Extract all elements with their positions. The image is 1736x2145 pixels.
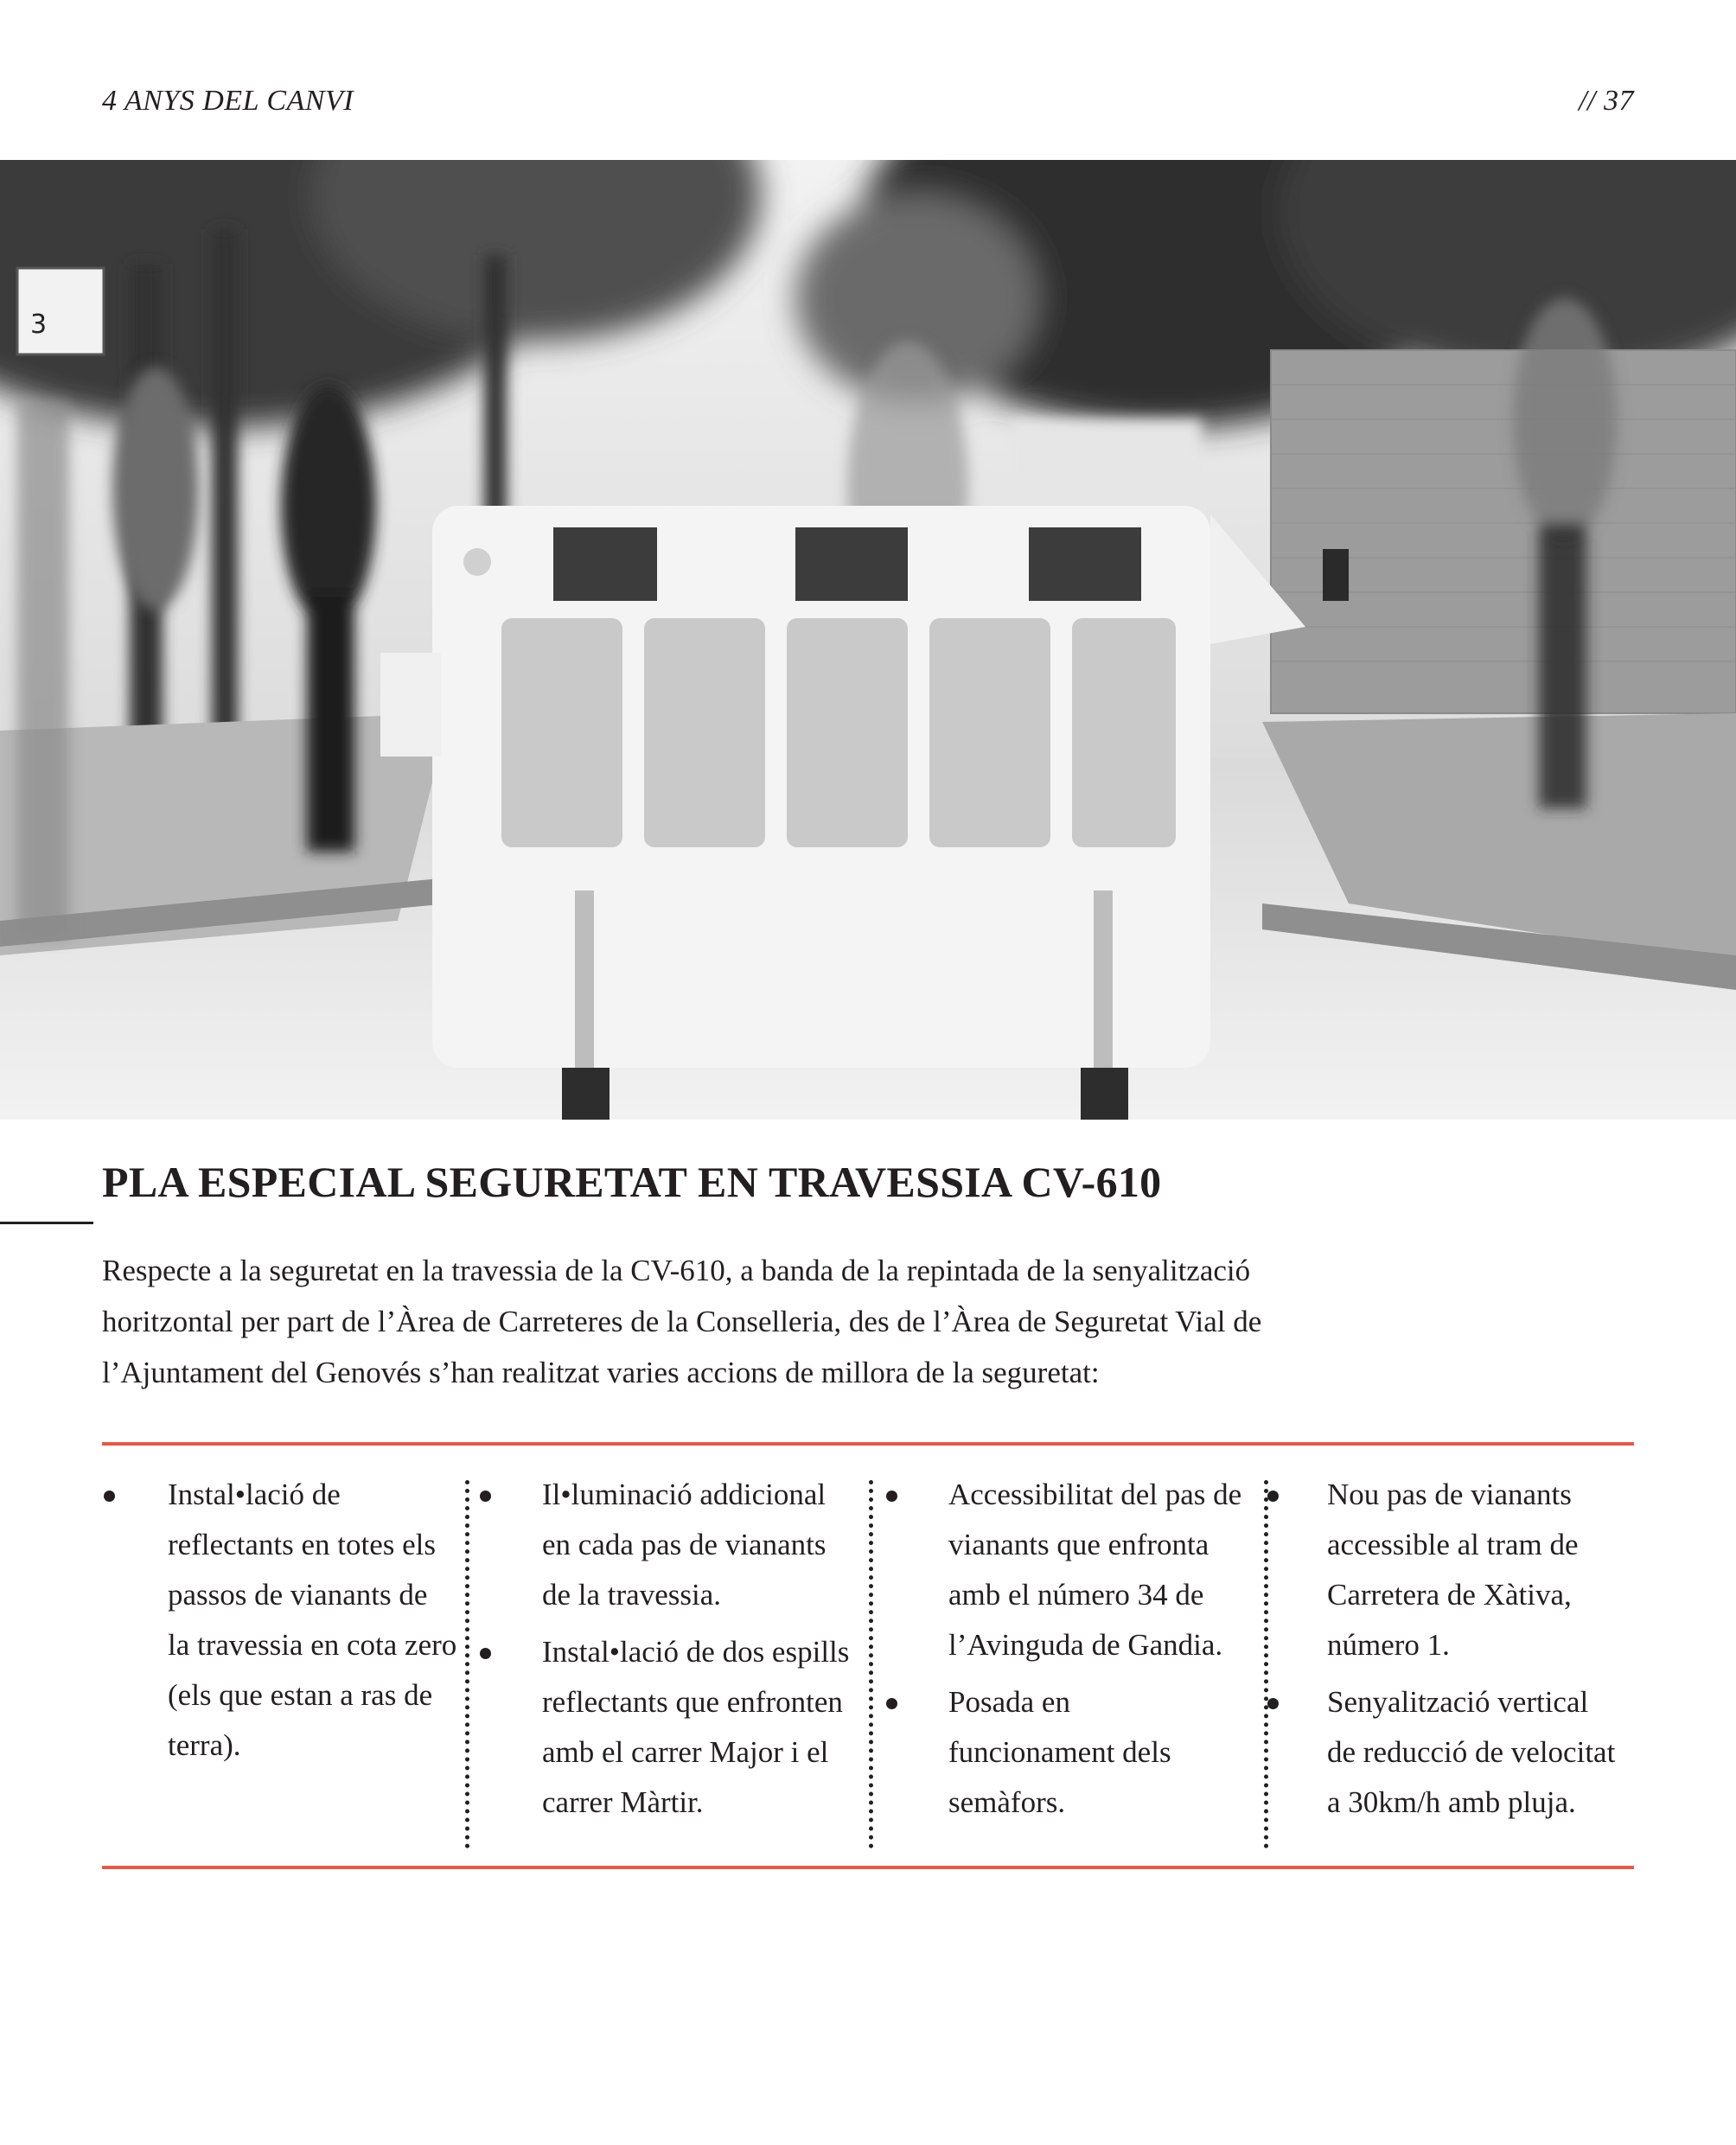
intro-line: Respecte a la seguretat en la travessia de la CV-610, a banda de la repintada de la senyalització: [102, 1254, 1251, 1287]
action-line: Il•luminació addicional: [542, 1478, 827, 1511]
page-number: // 37: [1579, 85, 1634, 117]
bullet-icon: [480, 1648, 491, 1659]
running-title: 4 ANYS DEL CANVI: [102, 85, 354, 117]
action-item: [1265, 1677, 1637, 1828]
top-accent-rule: [102, 1442, 1634, 1446]
bullet-icon: [1267, 1698, 1279, 1709]
action-line: accessible al tram de: [1327, 1528, 1579, 1561]
bullet-icon: [886, 1491, 897, 1502]
action-line: carrer Màrtir.: [542, 1785, 704, 1819]
intro-line: l’Ajuntament del Genovés s’han realitzat varies accions de millora de la seguretat:: [102, 1356, 1100, 1389]
action-line: de la travessia.: [542, 1578, 721, 1612]
action-line: semàfors.: [948, 1785, 1066, 1819]
dotted-column-divider: [465, 1480, 469, 1848]
action-line: reflectants en totes els: [168, 1528, 437, 1561]
action-line: reflectants que enfronten: [542, 1685, 843, 1719]
action-line: (els que estan a ras de: [168, 1678, 433, 1712]
section-marker-rule: [0, 1222, 93, 1224]
action-line: terra).: [168, 1728, 241, 1762]
section-title: PLA ESPECIAL SEGURETAT EN TRAVESSIA CV-610: [102, 1158, 1162, 1206]
action-line: en cada pas de vianants: [542, 1528, 827, 1561]
actions-column-2: [480, 1470, 869, 1850]
action-line: Senyalització vertical: [1327, 1685, 1589, 1719]
action-line: vianants que enfronta: [948, 1528, 1209, 1561]
action-item: [102, 1470, 465, 1771]
action-line: passos de vianants de: [168, 1578, 428, 1612]
intro-paragraph: [102, 1245, 1364, 1398]
action-line: Posada en: [948, 1685, 1070, 1719]
action-line: amb el carrer Major i el: [542, 1735, 829, 1769]
action-line: a 30km/h amb pluja.: [1327, 1785, 1576, 1819]
action-item: [480, 1470, 869, 1620]
bullet-icon: [480, 1491, 491, 1502]
action-line: amb el número 34 de: [948, 1578, 1204, 1612]
actions-column-1: [102, 1470, 465, 1850]
action-item: [873, 1470, 1267, 1670]
bullet-icon: [886, 1698, 897, 1709]
action-line: Instal•lació de dos espills: [542, 1635, 850, 1669]
bullet-icon: [104, 1491, 115, 1502]
action-line: Nou pas de vianants: [1327, 1478, 1572, 1511]
svg-text:3: 3: [30, 310, 48, 340]
action-line: l’Avinguda de Gandia.: [948, 1628, 1223, 1662]
bullet-icon: [1267, 1491, 1279, 1502]
actions-column-4: [1265, 1470, 1637, 1850]
action-line: Accessibilitat del pas de: [948, 1478, 1242, 1511]
bottom-accent-rule: [102, 1866, 1634, 1869]
action-item: [873, 1677, 1267, 1828]
action-line: la travessia en cota zero: [168, 1628, 457, 1662]
action-line: Carretera de Xàtiva,: [1327, 1578, 1572, 1612]
action-line: Instal•lació de: [168, 1478, 341, 1511]
action-line: de reducció de velocitat: [1327, 1735, 1616, 1769]
action-item: [480, 1627, 869, 1828]
intro-line: horitzontal per part de l’Àrea de Carreteres de la Conselleria, des de l’Àrea de Seguretat Vial de: [102, 1305, 1262, 1338]
action-line: funcionament dels: [948, 1735, 1171, 1769]
action-line: número 1.: [1327, 1628, 1450, 1662]
action-item: [1265, 1470, 1637, 1670]
actions-column-3: [873, 1470, 1267, 1850]
street-barrier-photo: [0, 160, 1736, 1120]
